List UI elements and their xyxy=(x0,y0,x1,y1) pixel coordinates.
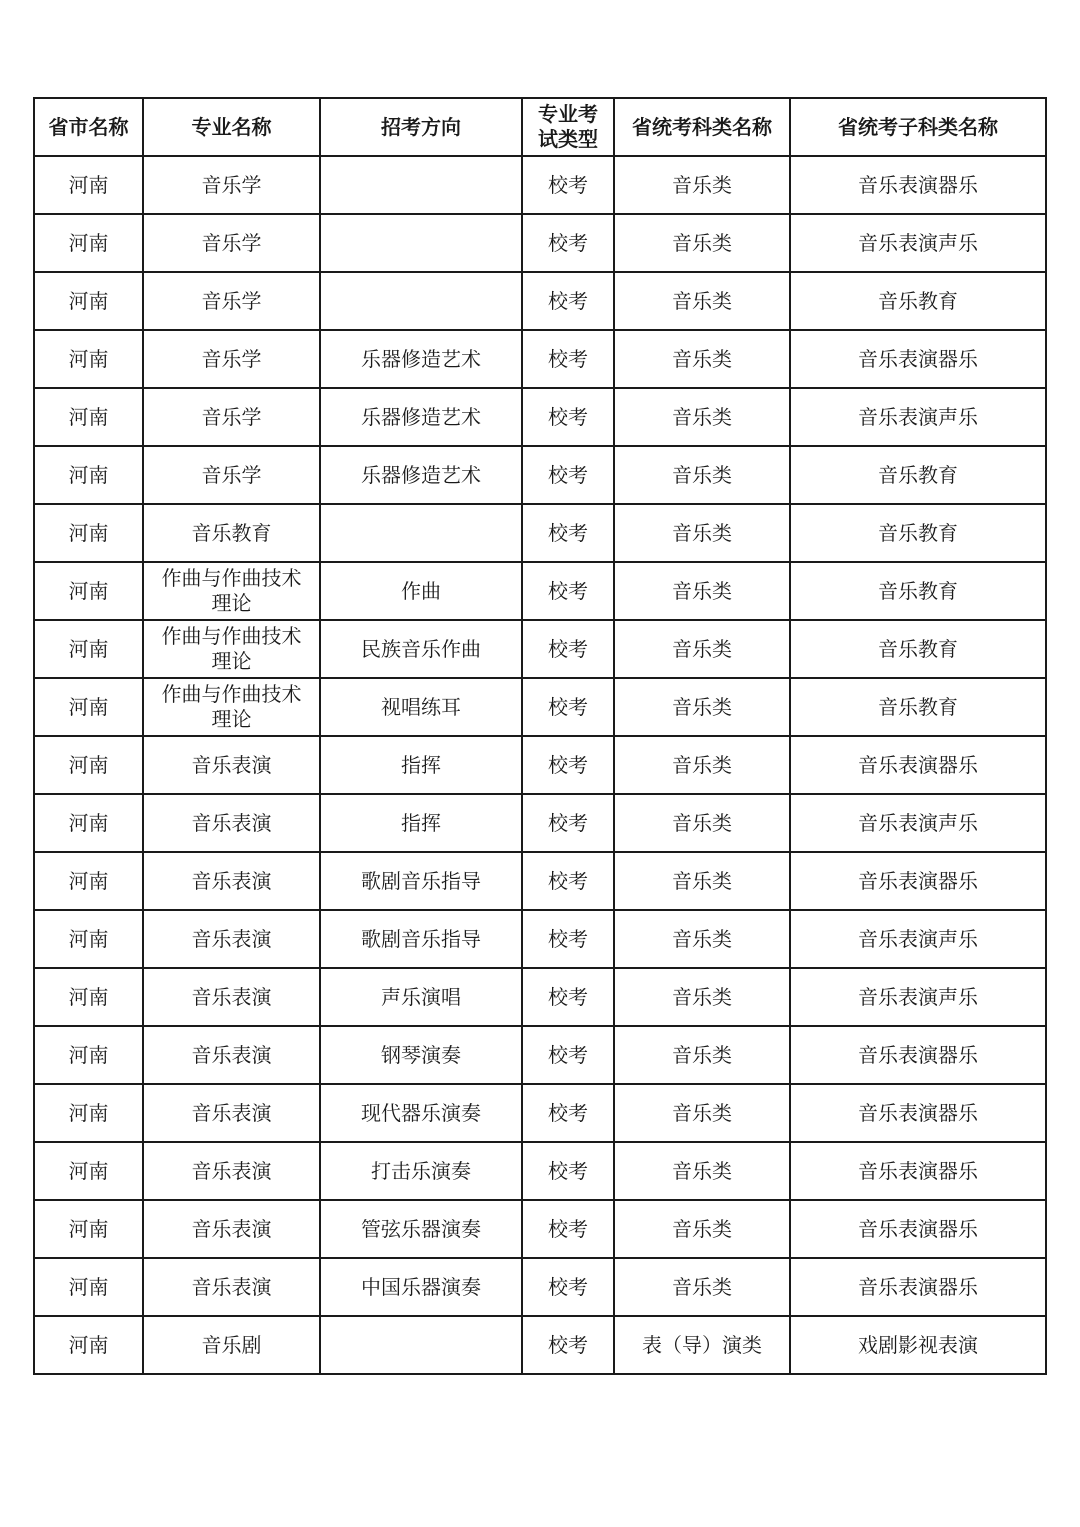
cell-direction: 指挥 xyxy=(320,736,522,794)
cell-major: 音乐表演 xyxy=(143,736,320,794)
table-row xyxy=(34,562,1046,620)
cell-category: 音乐类 xyxy=(614,1084,790,1142)
cell-province: 河南 xyxy=(34,272,143,330)
cell-direction: 视唱练耳 xyxy=(320,678,522,736)
cell-subcategory: 音乐教育 xyxy=(790,504,1046,562)
cell-category: 音乐类 xyxy=(614,388,790,446)
cell-direction xyxy=(320,156,522,214)
cell-province: 河南 xyxy=(34,794,143,852)
cell-direction: 民族音乐作曲 xyxy=(320,620,522,678)
cell-major: 作曲与作曲技术理论 xyxy=(143,620,320,678)
cell-direction: 乐器修造艺术 xyxy=(320,388,522,446)
cell-subcategory: 音乐表演器乐 xyxy=(790,1200,1046,1258)
cell-subcategory: 戏剧影视表演 xyxy=(790,1316,1046,1374)
cell-direction: 管弦乐器演奏 xyxy=(320,1200,522,1258)
cell-subcategory: 音乐表演声乐 xyxy=(790,388,1046,446)
table-row xyxy=(34,678,1046,736)
cell-category: 音乐类 xyxy=(614,214,790,272)
cell-major: 音乐学 xyxy=(143,446,320,504)
cell-subcategory: 音乐表演声乐 xyxy=(790,910,1046,968)
cell-category: 音乐类 xyxy=(614,794,790,852)
cell-category: 音乐类 xyxy=(614,272,790,330)
cell-province: 河南 xyxy=(34,1316,143,1374)
header-province: 省市名称 xyxy=(34,98,143,156)
cell-direction: 声乐演唱 xyxy=(320,968,522,1026)
cell-major: 作曲与作曲技术理论 xyxy=(143,562,320,620)
cell-major: 音乐表演 xyxy=(143,852,320,910)
cell-subcategory: 音乐表演声乐 xyxy=(790,214,1046,272)
cell-major: 音乐学 xyxy=(143,330,320,388)
table-row xyxy=(34,910,1046,968)
cell-major: 音乐表演 xyxy=(143,1258,320,1316)
cell-category: 音乐类 xyxy=(614,1258,790,1316)
cell-subcategory: 音乐表演器乐 xyxy=(790,852,1046,910)
cell-exam-type: 校考 xyxy=(522,272,614,330)
cell-subcategory: 音乐表演器乐 xyxy=(790,1084,1046,1142)
cell-direction: 中国乐器演奏 xyxy=(320,1258,522,1316)
cell-province: 河南 xyxy=(34,388,143,446)
table-row xyxy=(34,504,1046,562)
cell-exam-type: 校考 xyxy=(522,1142,614,1200)
cell-subcategory: 音乐表演器乐 xyxy=(790,330,1046,388)
cell-major: 音乐表演 xyxy=(143,794,320,852)
cell-major: 作曲与作曲技术理论 xyxy=(143,678,320,736)
cell-direction xyxy=(320,1316,522,1374)
cell-direction: 乐器修造艺术 xyxy=(320,446,522,504)
cell-subcategory: 音乐表演器乐 xyxy=(790,1258,1046,1316)
cell-exam-type: 校考 xyxy=(522,620,614,678)
table-row xyxy=(34,156,1046,214)
cell-category: 音乐类 xyxy=(614,156,790,214)
cell-major: 音乐学 xyxy=(143,388,320,446)
cell-major: 音乐表演 xyxy=(143,910,320,968)
table-row xyxy=(34,1258,1046,1316)
cell-province: 河南 xyxy=(34,330,143,388)
cell-direction: 指挥 xyxy=(320,794,522,852)
cell-category: 音乐类 xyxy=(614,620,790,678)
cell-subcategory: 音乐教育 xyxy=(790,446,1046,504)
cell-exam-type: 校考 xyxy=(522,214,614,272)
cell-direction: 歌剧音乐指导 xyxy=(320,852,522,910)
table-row xyxy=(34,1026,1046,1084)
cell-category: 音乐类 xyxy=(614,1026,790,1084)
cell-exam-type: 校考 xyxy=(522,1316,614,1374)
cell-direction: 现代器乐演奏 xyxy=(320,1084,522,1142)
cell-province: 河南 xyxy=(34,1200,143,1258)
document-page xyxy=(33,97,1045,1375)
table-row xyxy=(34,794,1046,852)
table-row xyxy=(34,1084,1046,1142)
cell-province: 河南 xyxy=(34,214,143,272)
cell-exam-type: 校考 xyxy=(522,1200,614,1258)
cell-category: 音乐类 xyxy=(614,1142,790,1200)
cell-direction xyxy=(320,214,522,272)
table-row xyxy=(34,330,1046,388)
cell-category: 音乐类 xyxy=(614,852,790,910)
table-row xyxy=(34,1200,1046,1258)
table-row xyxy=(34,968,1046,1026)
cell-category: 音乐类 xyxy=(614,910,790,968)
cell-province: 河南 xyxy=(34,446,143,504)
cell-exam-type: 校考 xyxy=(522,852,614,910)
cell-subcategory: 音乐教育 xyxy=(790,678,1046,736)
cell-exam-type: 校考 xyxy=(522,388,614,446)
table-row xyxy=(34,1142,1046,1200)
cell-exam-type: 校考 xyxy=(522,1084,614,1142)
cell-direction: 作曲 xyxy=(320,562,522,620)
cell-exam-type: 校考 xyxy=(522,1026,614,1084)
cell-province: 河南 xyxy=(34,620,143,678)
table-row xyxy=(34,852,1046,910)
header-direction: 招考方向 xyxy=(320,98,522,156)
cell-exam-type: 校考 xyxy=(522,446,614,504)
cell-category: 音乐类 xyxy=(614,446,790,504)
cell-major: 音乐剧 xyxy=(143,1316,320,1374)
cell-exam-type: 校考 xyxy=(522,1258,614,1316)
table-row xyxy=(34,736,1046,794)
table-row xyxy=(34,1316,1046,1374)
cell-subcategory: 音乐教育 xyxy=(790,272,1046,330)
table-row xyxy=(34,388,1046,446)
cell-exam-type: 校考 xyxy=(522,562,614,620)
cell-subcategory: 音乐表演器乐 xyxy=(790,736,1046,794)
cell-exam-type: 校考 xyxy=(522,504,614,562)
cell-major: 音乐表演 xyxy=(143,1026,320,1084)
cell-exam-type: 校考 xyxy=(522,794,614,852)
cell-subcategory: 音乐教育 xyxy=(790,562,1046,620)
cell-subcategory: 音乐表演器乐 xyxy=(790,1026,1046,1084)
header-major: 专业名称 xyxy=(143,98,320,156)
cell-major: 音乐学 xyxy=(143,156,320,214)
cell-major: 音乐学 xyxy=(143,214,320,272)
table-body xyxy=(34,156,1046,1374)
table-row xyxy=(34,620,1046,678)
cell-direction: 歌剧音乐指导 xyxy=(320,910,522,968)
header-exam-type: 专业考试类型 xyxy=(522,98,614,156)
cell-major: 音乐表演 xyxy=(143,968,320,1026)
table-row xyxy=(34,214,1046,272)
cell-subcategory: 音乐表演器乐 xyxy=(790,156,1046,214)
cell-category: 音乐类 xyxy=(614,504,790,562)
cell-exam-type: 校考 xyxy=(522,968,614,1026)
cell-major: 音乐学 xyxy=(143,272,320,330)
cell-direction: 打击乐演奏 xyxy=(320,1142,522,1200)
cell-direction: 钢琴演奏 xyxy=(320,1026,522,1084)
cell-province: 河南 xyxy=(34,504,143,562)
cell-category: 音乐类 xyxy=(614,562,790,620)
cell-province: 河南 xyxy=(34,156,143,214)
admissions-table xyxy=(33,97,1047,1375)
cell-province: 河南 xyxy=(34,968,143,1026)
cell-province: 河南 xyxy=(34,1258,143,1316)
cell-exam-type: 校考 xyxy=(522,678,614,736)
table-row xyxy=(34,272,1046,330)
cell-province: 河南 xyxy=(34,736,143,794)
table-header-row xyxy=(34,98,1046,156)
cell-category: 音乐类 xyxy=(614,1200,790,1258)
cell-subcategory: 音乐教育 xyxy=(790,620,1046,678)
cell-major: 音乐教育 xyxy=(143,504,320,562)
cell-exam-type: 校考 xyxy=(522,736,614,794)
cell-category: 音乐类 xyxy=(614,330,790,388)
cell-province: 河南 xyxy=(34,1084,143,1142)
cell-major: 音乐表演 xyxy=(143,1084,320,1142)
cell-exam-type: 校考 xyxy=(522,156,614,214)
cell-province: 河南 xyxy=(34,1026,143,1084)
cell-major: 音乐表演 xyxy=(143,1142,320,1200)
table-row xyxy=(34,446,1046,504)
cell-province: 河南 xyxy=(34,1142,143,1200)
cell-province: 河南 xyxy=(34,910,143,968)
cell-subcategory: 音乐表演器乐 xyxy=(790,1142,1046,1200)
cell-province: 河南 xyxy=(34,678,143,736)
cell-direction xyxy=(320,504,522,562)
cell-province: 河南 xyxy=(34,562,143,620)
cell-subcategory: 音乐表演声乐 xyxy=(790,794,1046,852)
cell-category: 音乐类 xyxy=(614,968,790,1026)
cell-category: 表（导）演类 xyxy=(614,1316,790,1374)
cell-province: 河南 xyxy=(34,852,143,910)
cell-direction: 乐器修造艺术 xyxy=(320,330,522,388)
cell-major: 音乐表演 xyxy=(143,1200,320,1258)
cell-direction xyxy=(320,272,522,330)
cell-category: 音乐类 xyxy=(614,678,790,736)
cell-exam-type: 校考 xyxy=(522,330,614,388)
header-category: 省统考科类名称 xyxy=(614,98,790,156)
header-subcategory: 省统考子科类名称 xyxy=(790,98,1046,156)
cell-subcategory: 音乐表演声乐 xyxy=(790,968,1046,1026)
cell-exam-type: 校考 xyxy=(522,910,614,968)
cell-category: 音乐类 xyxy=(614,736,790,794)
